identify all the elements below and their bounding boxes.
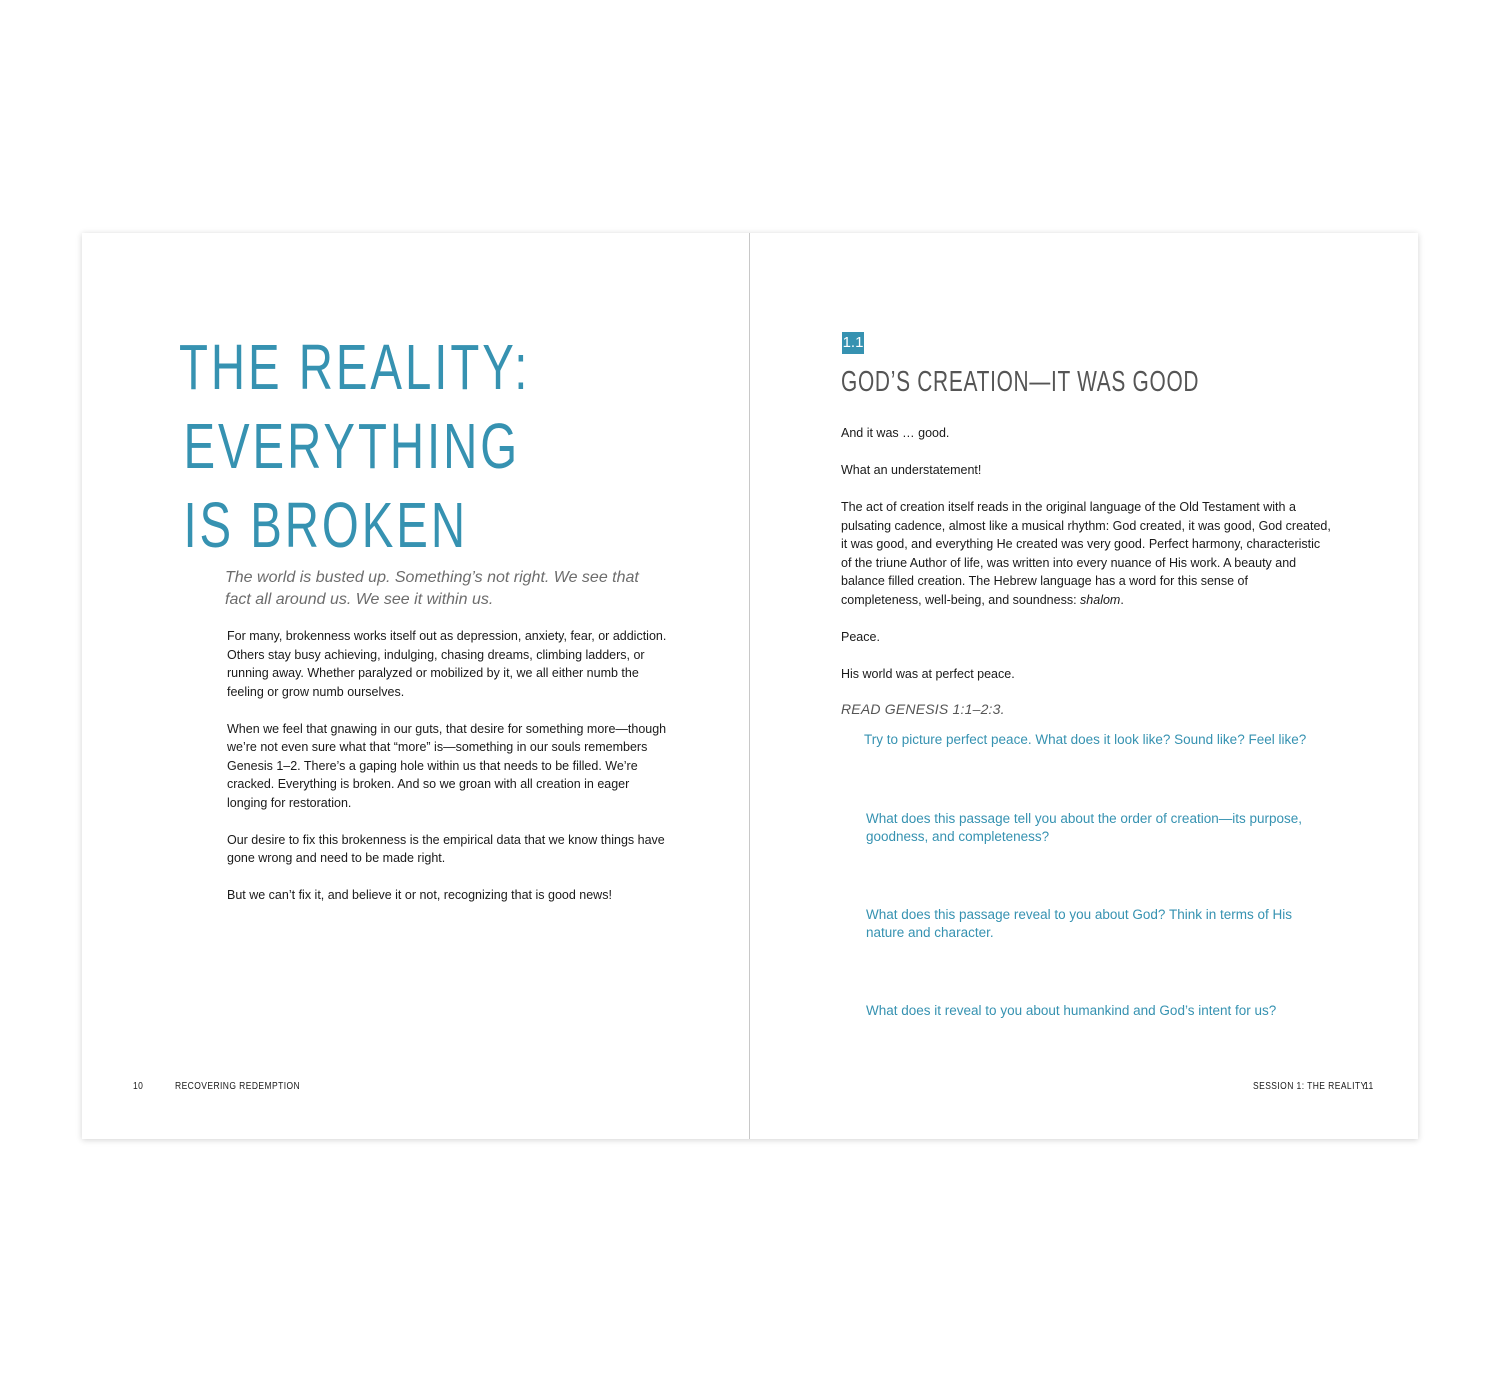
paragraph	[841, 498, 1331, 609]
chapter-title	[179, 328, 530, 565]
running-head-right: SESSION 1: THE REALITY	[1253, 1081, 1367, 1092]
paragraph-end: .	[1120, 592, 1124, 607]
paragraph: His world was at perfect peace.	[841, 666, 1015, 681]
study-question: What does it reveal to you about humankind and God’s intent for us?	[866, 1003, 1277, 1018]
running-head-left: RECOVERING REDEMPTION	[175, 1081, 301, 1092]
section-number-badge: 1.1	[842, 332, 864, 354]
chapter-lede: The world is busted up. Something’s not right. We see that fact all around us. We see it within us.	[225, 569, 639, 608]
right-page	[750, 233, 1418, 1139]
shalom-term: shalom	[1080, 592, 1121, 607]
title-line: THE REALITY:	[179, 331, 531, 403]
title-line: EVERYTHING	[183, 410, 521, 482]
book-spread	[82, 233, 1418, 1139]
study-question: What does this passage reveal to you about God? Think in terms of His nature and character.	[866, 907, 1292, 940]
left-body-text	[227, 627, 667, 923]
paragraph: When we feel that gnawing in our guts, that desire for something more—though we’re not even sure what that “more” is—something in our souls remembers Genesis 1–2. There’s a gaping hole within us that needs to be filled. We’re cracked. Everything is broken. And so we groan with all creation in eager longing for restoration.	[227, 721, 667, 810]
page-number-left: 10	[133, 1081, 144, 1092]
paragraph: Our desire to fix this brokenness is the empirical data that we know things have gone wrong and need to be made right.	[227, 832, 665, 865]
paragraph: And it was … good.	[841, 426, 950, 440]
paragraph: What an understatement!	[841, 463, 982, 477]
study-question: Try to picture perfect peace. What does it look like? Sound like? Feel like?	[864, 732, 1307, 747]
page-number-right: 11	[1364, 1081, 1374, 1092]
paragraph-text: The act of creation itself reads in the original language of the Old Testament with a pulsating cadence, almost like a musical rhythm: God created, it was good, God created, it was good, and everything He created was very good. Perfect harmony, characteristic of the triune Author of life, was written into every nuance of His work. A beauty and balance filled creation. The Hebrew language has a word for this sense of completeness, well-being, and soundness:	[841, 500, 1331, 607]
paragraph: Peace.	[841, 629, 880, 644]
study-question: What does this passage tell you about the order of creation—its purpose, goodness, and completeness?	[866, 811, 1303, 844]
section-heading: GOD’S CREATION—IT WAS GOOD	[841, 366, 1200, 398]
right-body-text	[841, 424, 1331, 702]
read-genesis-label: READ GENESIS 1:1–2:3.	[841, 701, 1005, 717]
paragraph: For many, brokenness works itself out as depression, anxiety, fear, or addiction. Others stay busy achieving, indulging, chasing dreams, climbing ladders, or running away. Whether paralyzed or mobilized by it, we all either numb the feeling or grow numb ourselves.	[227, 629, 667, 699]
title-line: IS BROKEN	[183, 489, 468, 561]
left-page	[82, 233, 749, 1139]
paragraph: But we can’t fix it, and believe it or not, recognizing that is good news!	[227, 888, 612, 902]
